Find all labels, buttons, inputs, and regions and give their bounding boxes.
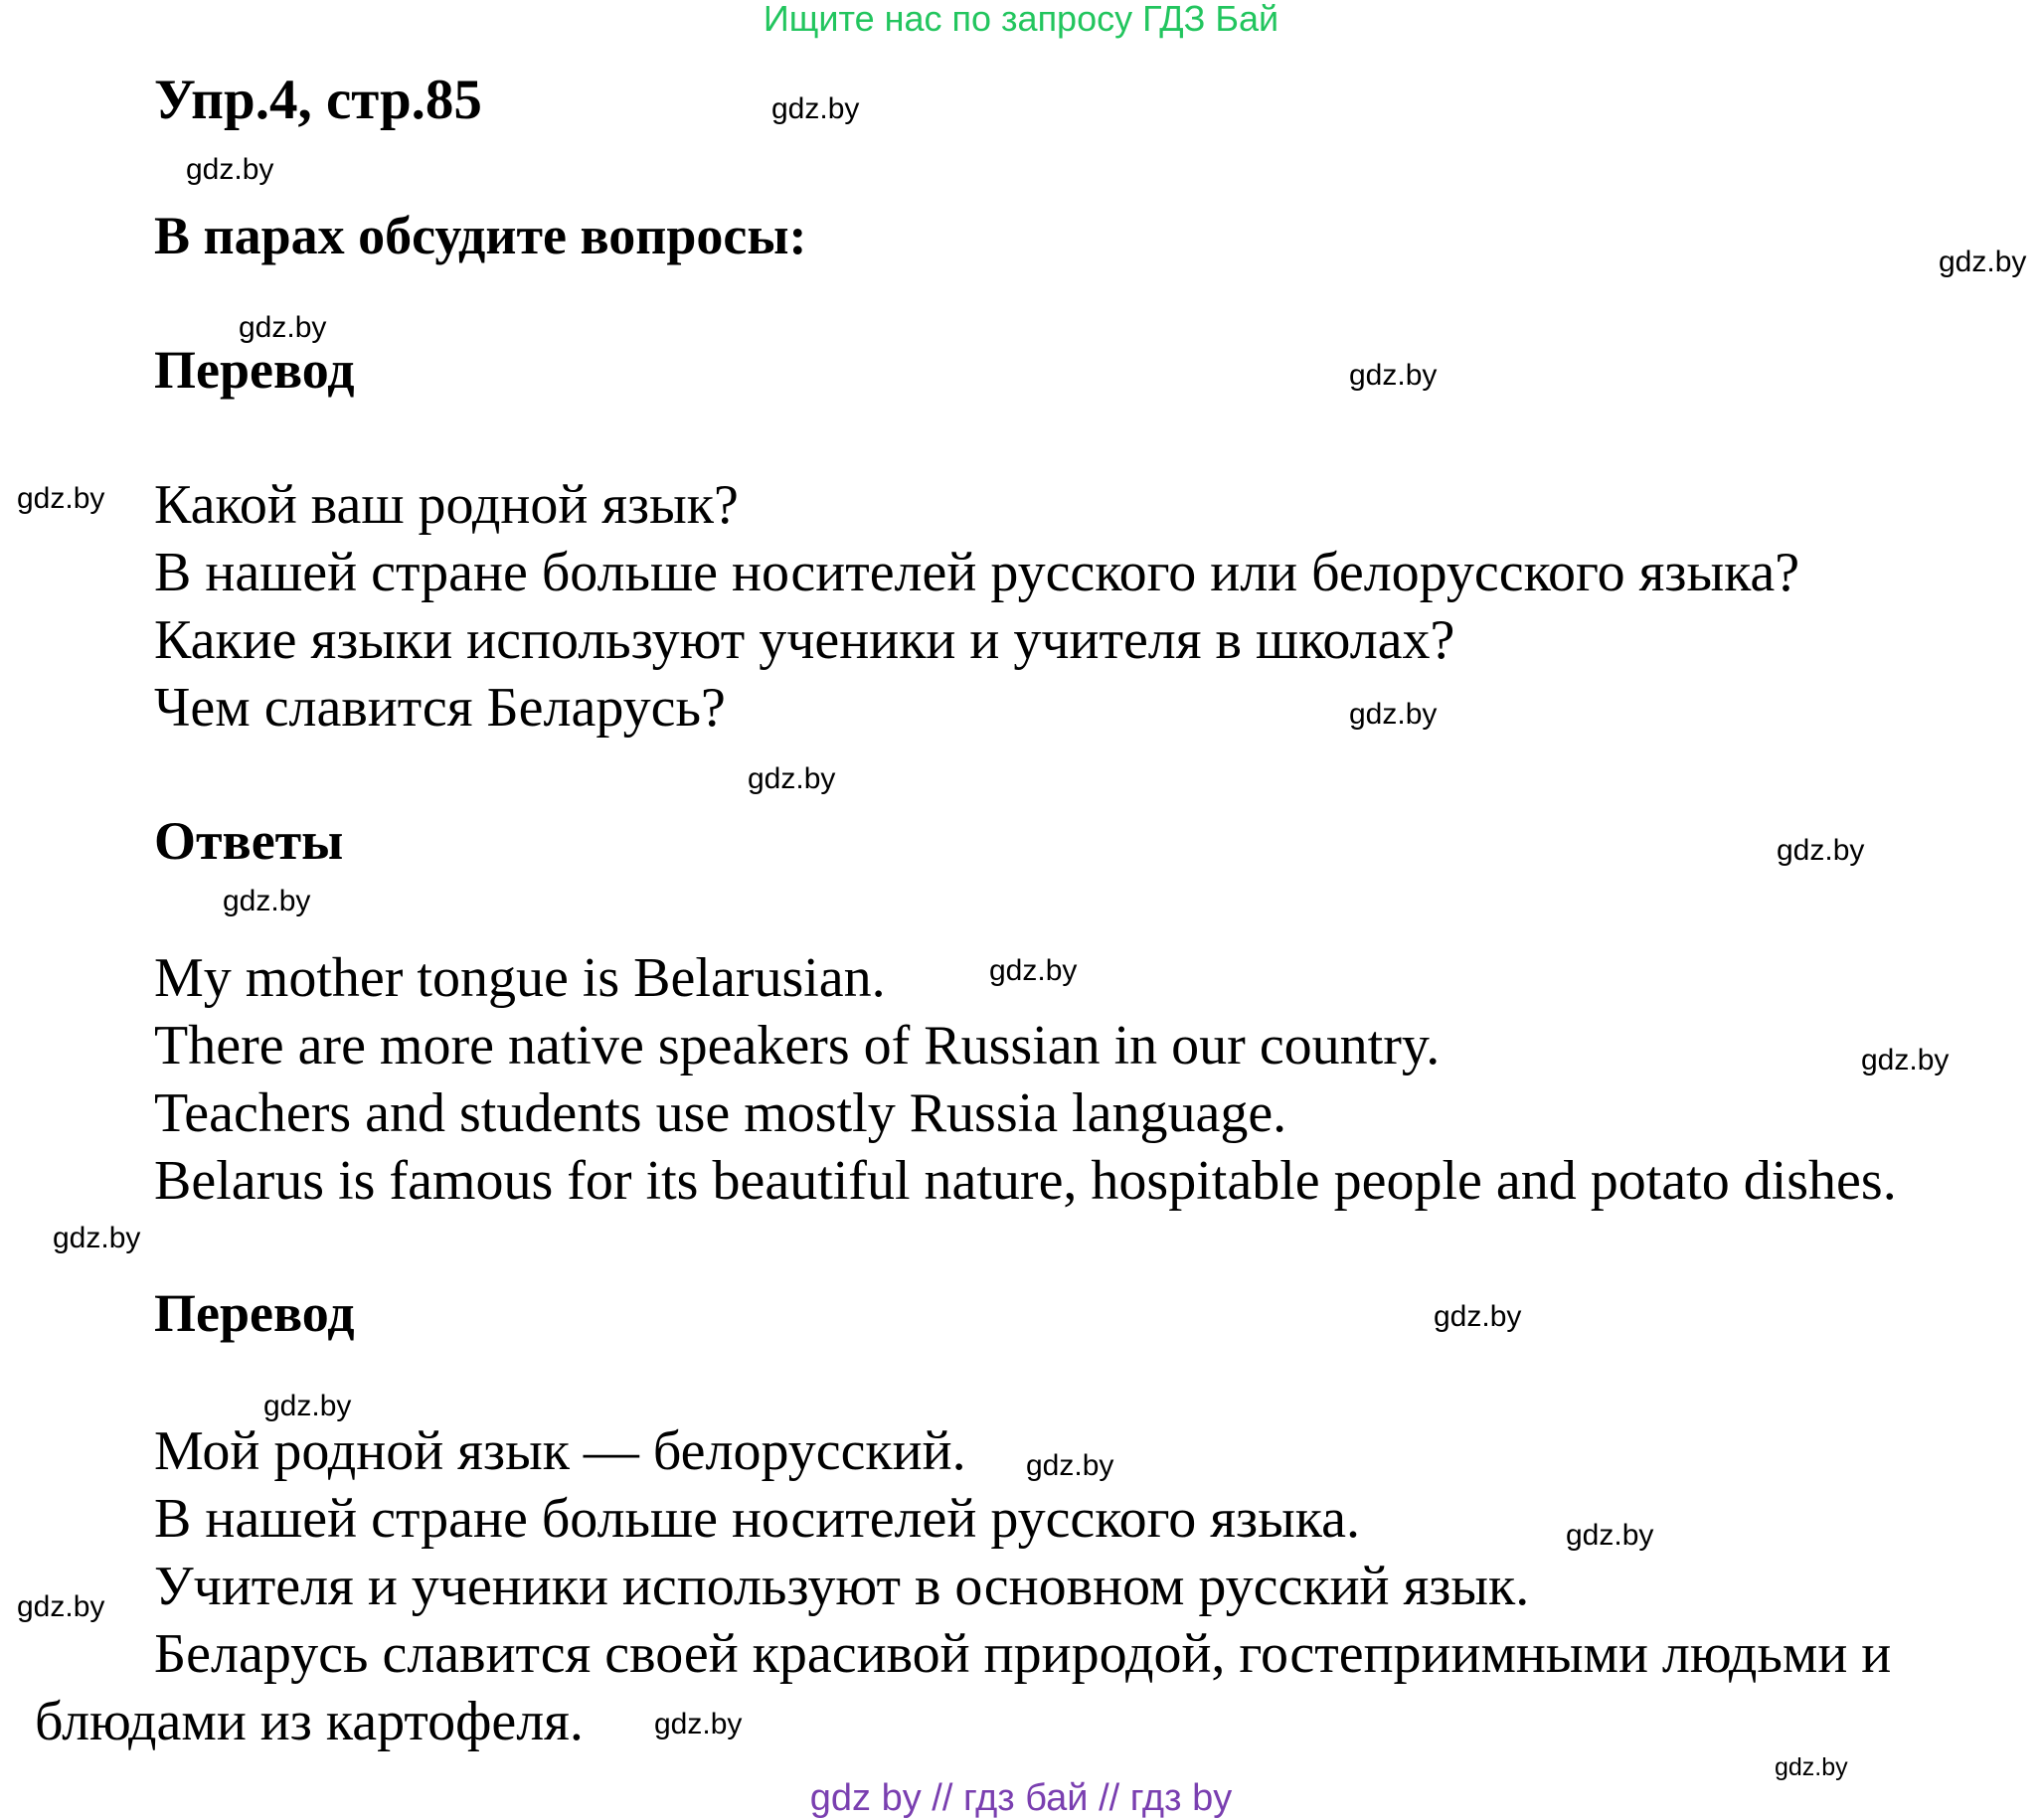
watermark: gdz.by — [1566, 1519, 1654, 1552]
question-line: Чем славится Беларусь? — [154, 677, 726, 739]
watermark: gdz.by — [223, 885, 311, 917]
footer-watermark: gdz by // гдз бай // гдз by — [809, 1777, 1233, 1819]
section-heading-translation-1: Перевод — [154, 340, 355, 400]
question-line: Какой ваш родной язык? — [154, 474, 739, 536]
watermark: gdz.by — [17, 482, 105, 515]
answer-line: Teachers and students use mostly Russia language. — [154, 1082, 1287, 1144]
task-heading: В парах обсудите вопросы: — [154, 206, 807, 265]
watermark: gdz.by — [53, 1222, 141, 1254]
question-line: В нашей стране больше носителей русского или белорусского языка? — [154, 542, 1800, 603]
watermark: gdz.by — [771, 92, 860, 125]
watermark: gdz.by — [239, 311, 327, 344]
watermark: gdz.by — [1775, 1753, 1848, 1781]
watermark: gdz.by — [263, 1390, 352, 1422]
translation-line: Беларусь славится своей красивой природой, гостеприимными людьми и — [154, 1623, 1892, 1685]
watermark: gdz.by — [654, 1708, 743, 1740]
section-heading-translation-2: Перевод — [154, 1283, 355, 1343]
question-line: Какие языки используют ученики и учителя в школах? — [154, 609, 1455, 671]
watermark: gdz.by — [186, 153, 274, 186]
translation-line: Учителя и ученики используют в основном русский язык. — [154, 1556, 1530, 1617]
exercise-title: Упр.4, стр.85 — [154, 69, 482, 131]
answer-line: My mother tongue is Belarusian. — [154, 947, 886, 1009]
answer-line: Belarus is famous for its beautiful nature, hospitable people and potato dishes. — [154, 1150, 1897, 1212]
watermark: gdz.by — [1349, 359, 1438, 392]
translation-line: В нашей стране больше носителей русского языка. — [154, 1488, 1360, 1550]
watermark: gdz.by — [17, 1590, 105, 1623]
watermark: gdz.by — [748, 762, 836, 795]
translation-line: Мой родной язык — белорусский. — [154, 1420, 966, 1482]
answer-line: There are more native speakers of Russian in our country. — [154, 1015, 1441, 1076]
top-banner: Ищите нас по запросу ГДЗ Бай — [763, 0, 1279, 39]
watermark: gdz.by — [1939, 246, 2027, 278]
watermark: gdz.by — [1026, 1449, 1114, 1482]
watermark: gdz.by — [989, 954, 1078, 987]
watermark: gdz.by — [1777, 834, 1865, 867]
watermark: gdz.by — [1434, 1300, 1522, 1333]
watermark: gdz.by — [1861, 1044, 1950, 1076]
section-heading-answers: Ответы — [154, 811, 344, 871]
watermark: gdz.by — [1349, 698, 1438, 731]
translation-line: блюдами из картофеля. — [35, 1691, 584, 1752]
